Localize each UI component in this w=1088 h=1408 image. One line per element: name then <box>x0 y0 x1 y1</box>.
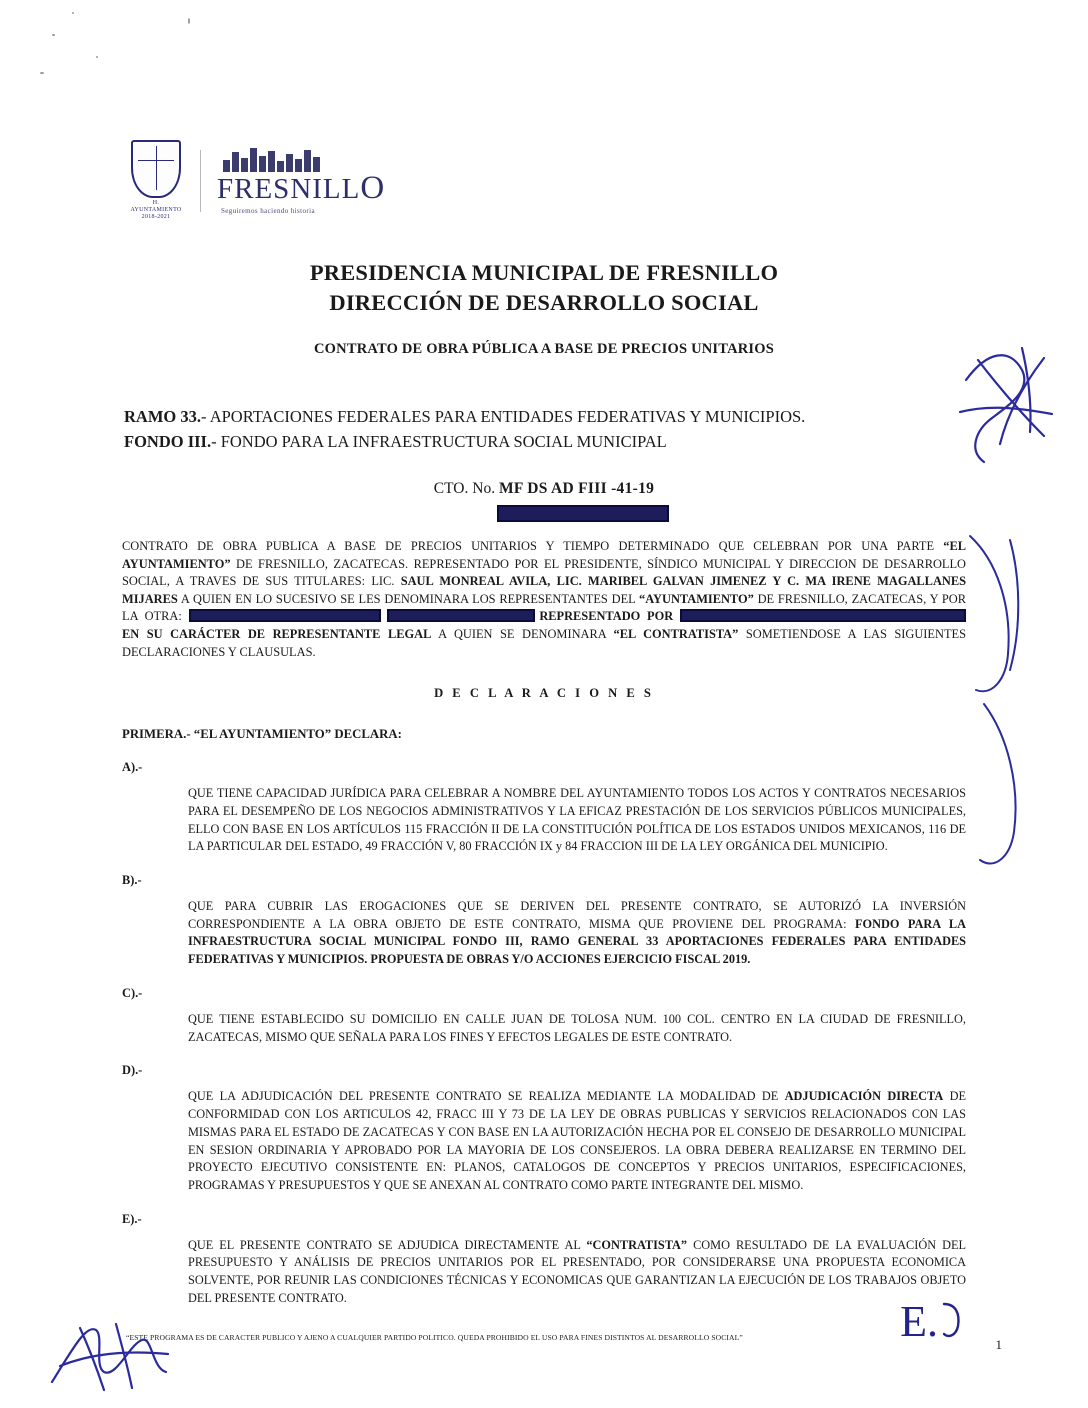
clause-a <box>122 759 966 856</box>
clause-d <box>122 1062 966 1195</box>
clause-d-text-b: ADJUDICACIÓN DIRECTA <box>784 1089 944 1104</box>
redaction-bar-contract <box>497 505 669 522</box>
declarations-heading: D E C L A R A C I O N E S <box>434 686 654 701</box>
fondo-text: - FONDO PARA LA INFRAESTRUCTURA SOCIAL MUNICIPAL <box>211 431 667 451</box>
intro-a: CONTRATO DE OBRA PUBLICA A BASE DE PRECIOS UNITARIOS Y TIEMPO DETERMINADO QUE CELEBRAN POR UNA PARTE <box>122 539 944 553</box>
municipal-crest-icon <box>128 140 184 222</box>
contract-number-line <box>0 480 1088 498</box>
clause-a-letter: A).- <box>122 760 143 775</box>
intro-contratista: “EL CONTRATISTA” <box>613 627 739 642</box>
clause-c-text: QUE TIENE ESTABLECIDO SU DOMICILIO EN CALLE JUAN DE TOLOSA NUM. 100 COL. CENTRO EN LA CIUDAD DE FRESNILLO, ZACATECAS, MISMO QUE SEÑALA PARA LOS FINES Y EFECTOS LEGALES DE ESTE CONTRATO. <box>188 1011 966 1044</box>
intro-ayuntamiento: “EL AYUNTAMIENTO” <box>122 539 966 571</box>
footer-disclaimer: “ESTE PROGRAMA ES DE CARACTER PUBLICO Y AJENO A CUALQUIER PARTIDO POLITICO. QUEDA PROHIBIDO EL USO PARA FINES DISTINTOS AL DESARROLLO SOCIAL” <box>126 1333 743 1342</box>
clause-d-letter: D).- <box>122 1063 143 1078</box>
contract-number-prefix: CTO. No. <box>433 480 496 497</box>
page-number: 1 <box>995 1337 1002 1352</box>
fondo-label: FONDO III. <box>124 431 212 451</box>
document-body <box>122 538 966 1308</box>
header-divider <box>200 150 201 212</box>
fondo-line <box>124 430 970 455</box>
intro-c: DE FRESNILLO, ZACATECAS. REPRESENTADO POR EL PRESIDENTE, SÍNDICO MUNICIPAL Y DIRECCION DE DESARROLLO SOCIAL, A TRAVES DE SUS TITULARES: LIC. <box>122 556 966 589</box>
clause-a-text: QUE TIENE CAPACIDAD JURÍDICA PARA CELEBRAR A NOMBRE DEL AYUNTAMIENTO TODOS LOS ACTOS Y CONTRATOS NECESARIOS PARA EL DESEMPEÑO DE LOS NEGOCIOS ADMINISTRATIVOS Y LA EFICAZ PRESTACIÓN DE LOS SERVICIOS PÚBLICOS MUNICIPALES, ELLO CON BASE EN LOS ARTÍCULOS 115 FRACCIÓN II DE LA CONSTITUCIÓN POLÍTICA DE LOS ESTADOS UNIDOS MEXICANOS, 116 DE LA PARTICULAR DEL ESTADO, 49 FRACCIÓN V, 80 FRACCIÓN IX y 84 FRACCION III DE LA LEY ORGÁNICA DEL MUNICIPIO. <box>188 785 966 854</box>
clause-e <box>122 1211 966 1308</box>
clause-d-text <box>188 1088 966 1195</box>
signature-right-middle <box>950 530 1060 710</box>
contract-number-value: MF DS AD FIII -41-19 <box>498 480 655 497</box>
clause-d-text-a: QUE LA ADJUDICACIÓN DEL PRESENTE CONTRATO SE REALIZA MEDIANTE LA MODALIDAD DE <box>188 1089 785 1104</box>
intro-caracter: EN SU CARÁCTER DE REPRESENTANTE LEGAL <box>122 627 432 642</box>
intro-g: DE FRESNILLO, ZACATECAS, Y POR LA OTRA: <box>122 591 966 624</box>
brand-wordmark-tail: O <box>360 170 386 207</box>
ramo-line <box>124 405 970 430</box>
primera-heading: PRIMERA.- “EL AYUNTAMIENTO” DECLARA: <box>122 727 402 742</box>
signature-right-lower <box>958 700 1058 880</box>
clause-e-text <box>188 1237 966 1308</box>
clause-e-text-a: QUE EL PRESENTE CONTRATO SE ADJUDICA DIRECTAMENTE AL <box>188 1237 587 1252</box>
clause-c-letter: C).- <box>122 986 143 1001</box>
clause-e-text-b: “CONTRATISTA” <box>586 1237 688 1252</box>
page-subtitle: CONTRATO DE OBRA PÚBLICA A BASE DE PRECIOS UNITARIOS <box>314 340 774 357</box>
clause-b-text-a: QUE PARA CUBRIR LAS EROGACIONES QUE SE DERIVEN DEL PRESENTE CONTRATO, SE AUTORIZÓ LA INVERSIÓN CORRESPONDIENTE A LA OBRA OBJETO DE ESTE CONTRATO, MISMA QUE PROVIENE DEL PROGRAMA: <box>188 898 966 931</box>
intro-officials: SAUL MONREAL AVILA, LIC. MARIBEL GALVAN JIMENEZ Y C. MA IRENE MAGALLANES MIJARES <box>122 574 966 606</box>
redaction-bar-party <box>189 609 381 622</box>
title-block <box>0 258 1088 358</box>
brand-tagline: Seguiremos haciendo historia <box>221 207 316 216</box>
intro-j: A QUIEN SE DENOMINARA <box>431 627 614 642</box>
intro-ayuntamiento-2: “AYUNTAMIENTO” <box>639 591 754 606</box>
clause-b <box>122 872 966 969</box>
brand-wordmark <box>217 172 385 205</box>
clause-c <box>122 985 966 1046</box>
letterhead <box>128 140 385 222</box>
signature-initials <box>900 1296 968 1347</box>
clause-b-text <box>188 898 966 969</box>
signature-bottom-left <box>46 1310 176 1400</box>
signature-initials-text: E. <box>900 1297 938 1346</box>
clause-d-text-c: DE CONFORMIDAD CON LOS ARTICULOS 42, FRACC III Y 73 DE LA LEY DE OBRAS PUBLICAS Y SERVICIOS RELACIONADOS CON LAS MISMAS PARA EL ESTADO DE ZACATECAS Y CON BASE EN LA AUTORIZACIÓN HECHA POR EL CONSEJO DE DESARROLLO MUNICIPAL EN SESION ORDINARIA Y APROBADO POR LA MAYORIA DE LOS CONSEJEROS. LA OBRA DEBERA REALIZARSE EN TERMINO DEL PROYECTO EJECUTIVO CONSISTENTE EN: PLANOS, CATALOGOS DE CONCEPTOS Y PRECIOS UNITARIOS, ESPECIFICACIONES, PROGRAMAS Y PRESUPUESTOS Y QUE SE ANEXAN AL CONTRATO COMO PARTE INTEGRANTE DEL MISMO. <box>188 1089 966 1193</box>
ramo-label: RAMO 33. <box>124 407 201 426</box>
clause-b-letter: B).- <box>122 873 142 888</box>
program-reference <box>124 405 970 455</box>
clause-b-text-b: FONDO PARA LA INFRAESTRUCTURA SOCIAL MUNICIPAL FONDO III, RAMO GENERAL 33 APORTACIONES FEDERALES PARA ENTIDADES FEDERATIVAS Y MUNICIPIOS. PROPUESTA DE OBRAS Y/O ACCIONES EJERCICIO FISCAL 2019. <box>188 916 966 967</box>
redaction-bar-party-2 <box>387 609 535 622</box>
intro-paragraph <box>122 538 966 661</box>
clause-e-letter: E).- <box>122 1211 142 1226</box>
page-title-line2: DIRECCIÓN DE DESARROLLO SOCIAL <box>329 290 759 316</box>
intro-l: SOMETIENDOSE A LAS SIGUIENTES DECLARACIONES Y CLAUSULAS. <box>122 627 966 659</box>
intro-representado: REPRESENTADO POR <box>539 609 674 624</box>
skyline-icon <box>223 146 320 172</box>
crest-caption: H. AYUNTAMIENTO 2018-2021 <box>130 200 182 221</box>
ramo-text: - APORTACIONES FEDERALES PARA ENTIDADES FEDERATIVAS Y MUNICIPIOS. <box>201 407 806 426</box>
page-title-line1: PRESIDENCIA MUNICIPAL DE FRESNILLO <box>309 260 779 285</box>
brand-wordmark-text: FRESNILL <box>217 173 361 206</box>
redaction-bar-representative <box>680 609 966 622</box>
intro-e: A QUIEN EN LO SUCESIVO SE LES DENOMINARA LOS REPRESENTANTES DEL <box>177 591 640 606</box>
fresnillo-logo <box>217 146 385 215</box>
clause-e-text-c: COMO RESULTADO DE LA EVALUACIÓN DEL PRESUPUESTO Y ANÁLISIS DE PRECIOS UNITARIOS POR EL PRESENTADO, POR CONSIDERARSE UNA PROPUESTA ECONOMICA SOLVENTE, POR REUNIR LAS CONDICIONES TÉCNICAS Y ECONOMICAS QUE GARANTIZAN LA EJECUCIÓN DE LOS TRABAJOS OBJETO DEL PRESENTE CONTRATO. <box>188 1237 966 1306</box>
